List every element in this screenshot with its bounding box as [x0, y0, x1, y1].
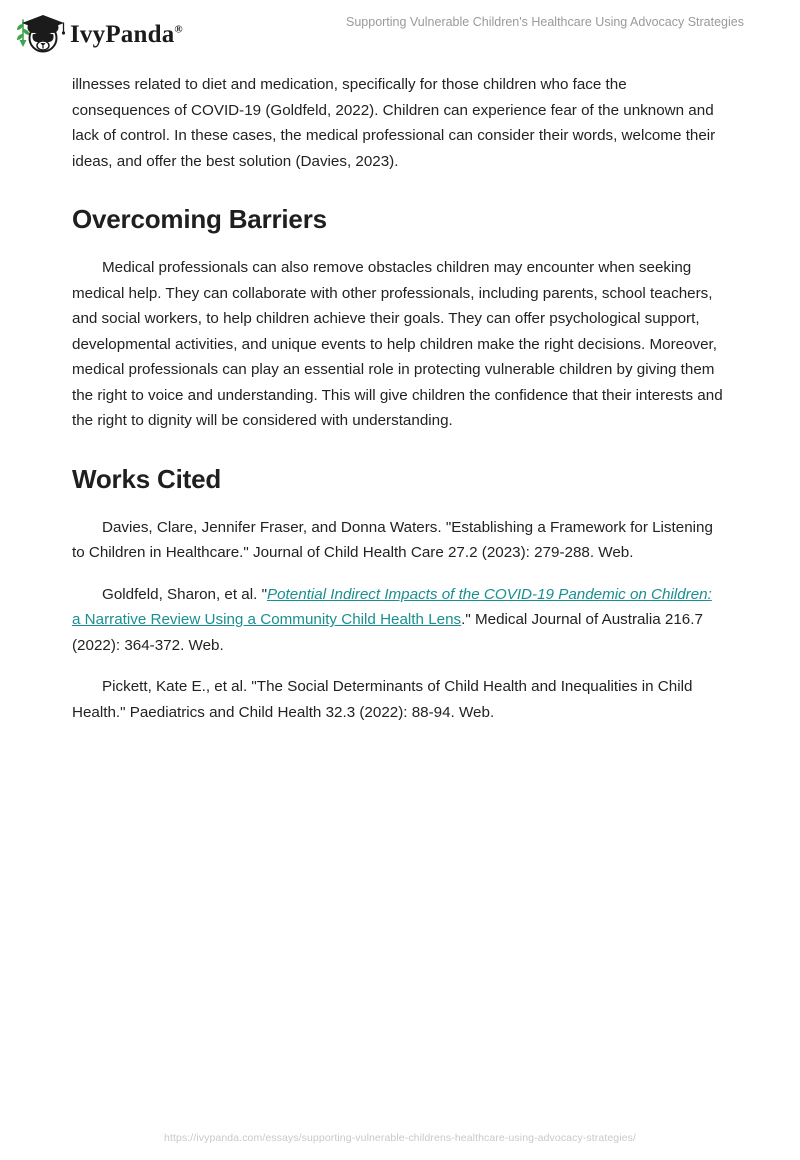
heading-overcoming-barriers: Overcoming Barriers — [72, 204, 327, 234]
works-cited-list — [72, 515, 724, 726]
registered-trademark-icon: ® — [174, 23, 183, 36]
paragraph-overcoming-barriers: Medical professionals can also remove obstacles children may encounter when seeking medical help. They can collaborate with other professionals, including parents, school teachers, and social workers, to help children achieve their goals. They can offer psychological support, developmental activities, and unique events to help children make the right decisions. Moreover, medical professionals can play an essential role in protecting vulnerable children by giving them the right to voice and understanding. This will give children the confidence that their interests and the right to dignity will be considered with understanding. — [72, 259, 723, 430]
citation-goldfeld-link-roman: a Narrative Review Using a Community Child Health Lens — [72, 611, 462, 629]
panda-graduate-logo-icon — [14, 12, 66, 56]
page-header — [0, 0, 800, 64]
citation-davies: Davies, Clare, Jennifer Fraser, and Donna Waters. "Establishing a Framework for Listening to Children in Healthcare." Journal of Child Health Care 27.2 (2023): 279-288. Web. — [72, 518, 713, 562]
ivypanda-brand[interactable] — [14, 12, 183, 56]
heading-works-cited: Works Cited — [72, 463, 222, 494]
citation-goldfeld — [72, 582, 724, 659]
document-content — [72, 72, 724, 725]
page-footer — [0, 1128, 800, 1146]
running-header-title: Supporting Vulnerable Children's Healthcare Using Advocacy Strategies — [346, 15, 744, 29]
brand-wordmark — [70, 22, 183, 47]
citation-goldfeld-prefix: Goldfeld, Sharon, et al. " — [102, 585, 267, 603]
brand-name-text: IvyPanda — [70, 20, 175, 48]
citation-pickett: Pickett, Kate E., et al. "The Social Determinants of Child Health and Inequalities in Child Health." Paediatrics and Child Health 32.3 (2022): 88-94. Web. — [72, 678, 693, 721]
citation-goldfeld-suffix: ." Medical Journal of Australia 216.7 (2022): 364-372. Web. — [72, 611, 703, 654]
citation-goldfeld-link-italic: Potential Indirect Impacts of the COVID-19 Pandemic on Children: — [266, 585, 712, 603]
paragraph-continued: illnesses related to diet and medication, specifically for those children who face the consequences of COVID-19 (Goldfeld, 2022). Children can experience fear of the unknown and lack of control. In these cases, the medical professional can consider their words, welcome their ideas, and offer the best solution (Davies, 2023). — [72, 76, 716, 170]
footer-source-url[interactable]: https://ivypanda.com/essays/supporting-vulnerable-childrens-healthcare-using-advocacy-strategies/ — [164, 1132, 636, 1144]
